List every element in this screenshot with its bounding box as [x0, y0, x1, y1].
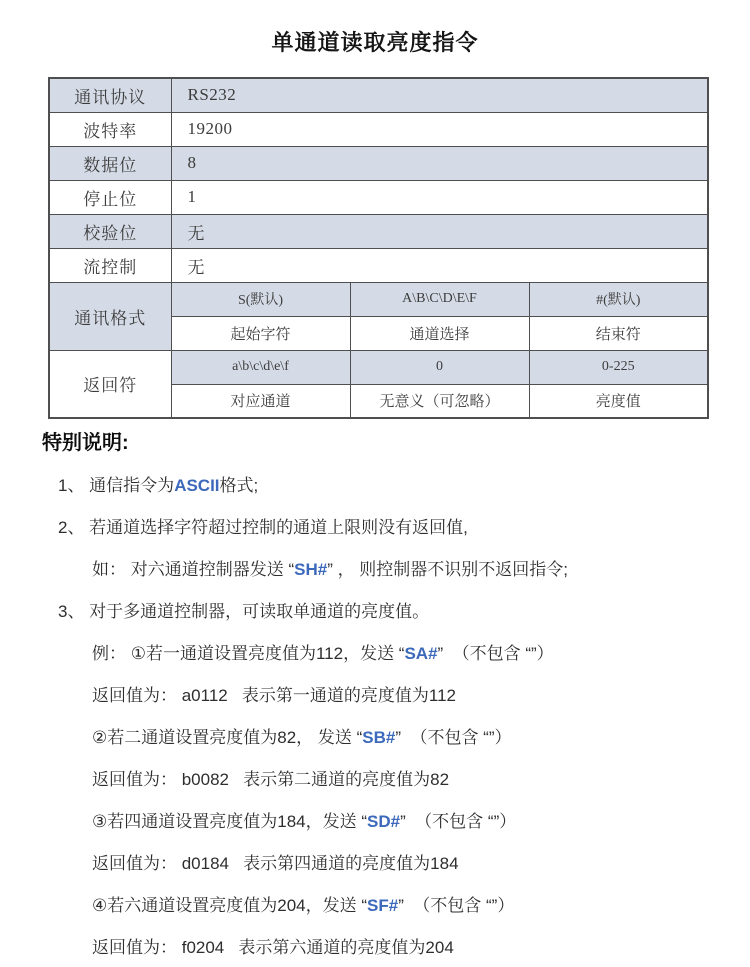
- note-line: [42, 475, 750, 497]
- note-text: ②若二通道设置亮度值为82， 发送 “: [92, 728, 363, 747]
- table-row: [49, 180, 708, 214]
- table-cell-label: 停止位: [49, 180, 171, 214]
- table-cell-value: a\b\c\d\e\f: [171, 350, 350, 384]
- table-cell-value: 8: [171, 146, 708, 180]
- note-line: [42, 811, 750, 833]
- note-line: [42, 601, 750, 623]
- note-text: 例： ①若一通道设置亮度值为112，发送 “: [92, 644, 405, 663]
- note-text: 返回值为： f0204 表示第六通道的亮度值为204: [92, 938, 454, 957]
- table-cell-value: 0: [350, 350, 529, 384]
- table-row: [49, 146, 708, 180]
- table-cell-value: 0-225: [529, 350, 708, 384]
- table-cell-label: 通讯格式: [49, 282, 171, 350]
- note-line: [42, 559, 750, 581]
- table-cell-value: 1: [171, 180, 708, 214]
- notes-lines: [42, 475, 750, 959]
- command-code: SD#: [367, 812, 401, 831]
- table-cell-value: 无意义（可忽略）: [350, 384, 529, 418]
- table-row: [49, 350, 708, 384]
- table-cell-value: 19200: [171, 112, 708, 146]
- note-line: [42, 853, 750, 875]
- table-row: [49, 248, 708, 282]
- note-text: ④若六通道设置亮度值为204，发送 “: [92, 896, 367, 915]
- notes-heading: 特别说明:: [42, 432, 129, 454]
- table-cell-value: 对应通道: [171, 384, 350, 418]
- page-title: 单通道读取亮度指令: [271, 30, 479, 55]
- note-text: 如： 对六通道控制器发送 “: [92, 560, 295, 579]
- note-text: 1、 通信指令为: [58, 476, 175, 495]
- table-cell-value: 无: [171, 248, 708, 282]
- table-cell-value: 结束符: [529, 316, 708, 350]
- note-text: 返回值为： d0184 表示第四通道的亮度值为184: [92, 854, 459, 873]
- table-cell-label: 流控制: [49, 248, 171, 282]
- note-text: 2、 若通道选择字符超过控制的通道上限则没有返回值,: [58, 518, 468, 537]
- note-text: ” （不包含 “”）: [437, 644, 554, 663]
- table-cell-label: 通讯协议: [49, 78, 171, 112]
- command-code: SA#: [404, 644, 438, 663]
- command-code: SF#: [367, 896, 399, 915]
- protocol-table-body: [49, 78, 708, 418]
- note-line: [42, 769, 750, 791]
- table-cell-value: S(默认): [171, 282, 350, 316]
- table-cell-value: #(默认): [529, 282, 708, 316]
- note-line: [42, 727, 750, 749]
- note-line: [42, 685, 750, 707]
- note-line: [42, 517, 750, 539]
- note-line: [42, 643, 750, 665]
- table-cell-label: 数据位: [49, 146, 171, 180]
- table-row: [49, 78, 708, 112]
- note-text: 返回值为： b0082 表示第二通道的亮度值为82: [92, 770, 450, 789]
- note-text: ” （不包含 “”）: [395, 728, 512, 747]
- note-text: 3、 对于多通道控制器，可读取单通道的亮度值。: [58, 602, 430, 621]
- table-cell-label: 返回符: [49, 350, 171, 418]
- note-line: [42, 895, 750, 917]
- table-cell-value: A\B\C\D\E\F: [350, 282, 529, 316]
- table-cell-value: RS232: [171, 78, 708, 112]
- table-cell-value: 起始字符: [171, 316, 350, 350]
- table-cell-value: 亮度值: [529, 384, 708, 418]
- note-line: [42, 937, 750, 959]
- note-text: 格式;: [219, 476, 259, 495]
- table-row: [49, 112, 708, 146]
- table-cell-label: 校验位: [49, 214, 171, 248]
- table-row: [49, 214, 708, 248]
- table-cell-label: 波特率: [49, 112, 171, 146]
- protocol-table: [48, 77, 709, 419]
- special-notes-section: [42, 431, 750, 959]
- note-text: ” ， 则控制器不识别不返回指令;: [327, 560, 569, 579]
- command-code: ASCII: [174, 476, 220, 495]
- table-cell-value: 通道选择: [350, 316, 529, 350]
- table-cell-value: 无: [171, 214, 708, 248]
- table-row: [49, 282, 708, 316]
- note-text: ③若四通道设置亮度值为184，发送 “: [92, 812, 367, 831]
- note-text: ” （不包含 “”）: [400, 812, 517, 831]
- note-text: ” （不包含 “”）: [398, 896, 515, 915]
- command-code: SB#: [362, 728, 396, 747]
- command-code: SH#: [294, 560, 328, 579]
- note-text: 返回值为： a0112 表示第一通道的亮度值为112: [92, 686, 457, 705]
